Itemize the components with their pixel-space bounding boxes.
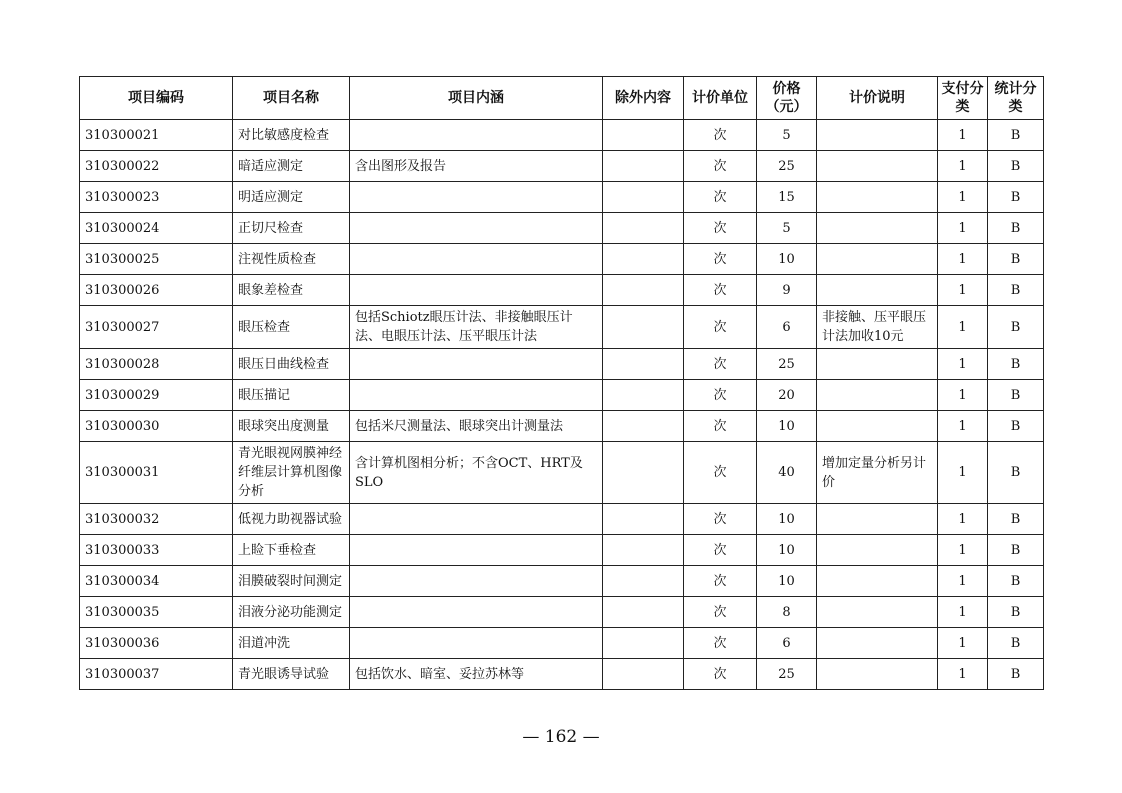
table-row: [80, 182, 1044, 213]
cell-price: 5: [757, 120, 817, 151]
header-category: 统计分类: [988, 77, 1044, 120]
table-row: [80, 566, 1044, 597]
cell-content: [350, 597, 603, 628]
cell-unit: 次: [684, 120, 757, 151]
cell-note: [817, 182, 938, 213]
cell-code: 310300025: [80, 244, 233, 275]
cell-exclusion: [603, 442, 684, 504]
cell-price: 6: [757, 628, 817, 659]
cell-note: [817, 151, 938, 182]
cell-exclusion: [603, 535, 684, 566]
table-row: [80, 659, 1044, 690]
cell-unit: 次: [684, 535, 757, 566]
cell-note: [817, 120, 938, 151]
cell-name: 青光眼诱导试验: [233, 659, 350, 690]
cell-category: B: [988, 120, 1044, 151]
cell-code: 310300034: [80, 566, 233, 597]
cell-name: 眼球突出度测量: [233, 411, 350, 442]
cell-payment: 1: [938, 597, 988, 628]
cell-code: 310300032: [80, 504, 233, 535]
cell-category: B: [988, 504, 1044, 535]
cell-price: 10: [757, 504, 817, 535]
cell-note: [817, 659, 938, 690]
cell-price: 9: [757, 275, 817, 306]
cell-content: [350, 504, 603, 535]
cell-code: 310300023: [80, 182, 233, 213]
cell-category: B: [988, 244, 1044, 275]
cell-price: 5: [757, 213, 817, 244]
cell-exclusion: [603, 182, 684, 213]
cell-category: B: [988, 151, 1044, 182]
table-row: [80, 442, 1044, 504]
cell-category: B: [988, 275, 1044, 306]
cell-name: 青光眼视网膜神经纤维层计算机图像分析: [233, 442, 350, 504]
cell-category: B: [988, 380, 1044, 411]
cell-price: 6: [757, 306, 817, 349]
cell-exclusion: [603, 504, 684, 535]
table-row: [80, 213, 1044, 244]
cell-payment: 1: [938, 275, 988, 306]
cell-price: 15: [757, 182, 817, 213]
table-row: [80, 504, 1044, 535]
cell-payment: 1: [938, 213, 988, 244]
cell-name: 暗适应测定: [233, 151, 350, 182]
cell-payment: 1: [938, 628, 988, 659]
cell-code: 310300036: [80, 628, 233, 659]
cell-category: B: [988, 535, 1044, 566]
cell-note: [817, 566, 938, 597]
cell-category: B: [988, 659, 1044, 690]
cell-price: 20: [757, 380, 817, 411]
cell-content: [350, 628, 603, 659]
cell-note: 增加定量分析另计价: [817, 442, 938, 504]
table-row: [80, 120, 1044, 151]
cell-exclusion: [603, 151, 684, 182]
cell-code: 310300031: [80, 442, 233, 504]
cell-category: B: [988, 566, 1044, 597]
cell-exclusion: [603, 213, 684, 244]
cell-code: 310300037: [80, 659, 233, 690]
cell-unit: 次: [684, 275, 757, 306]
cell-unit: 次: [684, 182, 757, 213]
cell-code: 310300035: [80, 597, 233, 628]
table-row: [80, 380, 1044, 411]
cell-exclusion: [603, 244, 684, 275]
cell-exclusion: [603, 275, 684, 306]
cell-unit: 次: [684, 151, 757, 182]
header-code: 项目编码: [80, 77, 233, 120]
cell-name: 眼压检查: [233, 306, 350, 349]
cell-code: 310300028: [80, 349, 233, 380]
cell-name: 明适应测定: [233, 182, 350, 213]
cell-note: 非接触、压平眼压计法加收10元: [817, 306, 938, 349]
header-name: 项目名称: [233, 77, 350, 120]
cell-code: 310300022: [80, 151, 233, 182]
cell-name: 泪道冲洗: [233, 628, 350, 659]
cell-code: 310300021: [80, 120, 233, 151]
cell-unit: 次: [684, 566, 757, 597]
cell-name: 对比敏感度检查: [233, 120, 350, 151]
cell-exclusion: [603, 566, 684, 597]
table-row: [80, 628, 1044, 659]
cell-name: 泪膜破裂时间测定: [233, 566, 350, 597]
cell-price: 10: [757, 411, 817, 442]
table-row: [80, 306, 1044, 349]
table-row: [80, 275, 1044, 306]
cell-name: 泪液分泌功能测定: [233, 597, 350, 628]
cell-unit: 次: [684, 442, 757, 504]
header-row: [80, 77, 1044, 120]
cell-exclusion: [603, 411, 684, 442]
cell-category: B: [988, 597, 1044, 628]
header-price: 价格（元）: [757, 77, 817, 120]
cell-content: 包括米尺测量法、眼球突出计测量法: [350, 411, 603, 442]
cell-price: 10: [757, 566, 817, 597]
cell-content: 包括Schiotz眼压计法、非接触眼压计法、电眼压计法、压平眼压计法: [350, 306, 603, 349]
cell-name: 低视力助视器试验: [233, 504, 350, 535]
cell-unit: 次: [684, 349, 757, 380]
cell-name: 注视性质检查: [233, 244, 350, 275]
cell-unit: 次: [684, 380, 757, 411]
cell-content: [350, 120, 603, 151]
cell-exclusion: [603, 349, 684, 380]
price-table: [79, 76, 1044, 690]
cell-price: 25: [757, 349, 817, 380]
cell-note: [817, 535, 938, 566]
cell-payment: 1: [938, 182, 988, 213]
cell-payment: 1: [938, 535, 988, 566]
table-header: [80, 77, 1044, 120]
cell-payment: 1: [938, 120, 988, 151]
cell-category: B: [988, 182, 1044, 213]
cell-exclusion: [603, 380, 684, 411]
cell-name: 眼压描记: [233, 380, 350, 411]
cell-unit: 次: [684, 213, 757, 244]
cell-payment: 1: [938, 411, 988, 442]
cell-content: 包括饮水、暗室、妥拉苏林等: [350, 659, 603, 690]
cell-category: B: [988, 628, 1044, 659]
cell-unit: 次: [684, 504, 757, 535]
cell-note: [817, 504, 938, 535]
cell-price: 40: [757, 442, 817, 504]
cell-content: [350, 275, 603, 306]
table-row: [80, 597, 1044, 628]
cell-note: [817, 380, 938, 411]
cell-unit: 次: [684, 244, 757, 275]
cell-name: 眼象差检查: [233, 275, 350, 306]
cell-payment: 1: [938, 244, 988, 275]
cell-exclusion: [603, 306, 684, 349]
cell-code: 310300027: [80, 306, 233, 349]
cell-note: [817, 411, 938, 442]
cell-name: 上睑下垂检查: [233, 535, 350, 566]
cell-exclusion: [603, 628, 684, 659]
cell-unit: 次: [684, 659, 757, 690]
table-row: [80, 244, 1044, 275]
cell-price: 10: [757, 535, 817, 566]
cell-unit: 次: [684, 411, 757, 442]
cell-category: B: [988, 213, 1044, 244]
cell-note: [817, 213, 938, 244]
cell-category: B: [988, 306, 1044, 349]
cell-note: [817, 597, 938, 628]
cell-payment: 1: [938, 380, 988, 411]
cell-payment: 1: [938, 151, 988, 182]
table-row: [80, 349, 1044, 380]
cell-note: [817, 628, 938, 659]
cell-payment: 1: [938, 504, 988, 535]
cell-price: 8: [757, 597, 817, 628]
cell-content: 含计算机图相分析；不含OCT、HRT及SLO: [350, 442, 603, 504]
cell-code: 310300026: [80, 275, 233, 306]
table-row: [80, 411, 1044, 442]
cell-category: B: [988, 349, 1044, 380]
cell-content: [350, 535, 603, 566]
cell-name: 正切尺检查: [233, 213, 350, 244]
header-content: 项目内涵: [350, 77, 603, 120]
cell-category: B: [988, 411, 1044, 442]
cell-payment: 1: [938, 442, 988, 504]
header-unit: 计价单位: [684, 77, 757, 120]
cell-unit: 次: [684, 628, 757, 659]
cell-content: [350, 213, 603, 244]
cell-exclusion: [603, 120, 684, 151]
cell-payment: 1: [938, 659, 988, 690]
cell-content: [350, 244, 603, 275]
table-row: [80, 151, 1044, 182]
table-body: [80, 120, 1044, 690]
cell-content: [350, 566, 603, 597]
cell-unit: 次: [684, 306, 757, 349]
header-exclusion: 除外内容: [603, 77, 684, 120]
cell-price: 25: [757, 659, 817, 690]
cell-code: 310300024: [80, 213, 233, 244]
cell-payment: 1: [938, 349, 988, 380]
cell-exclusion: [603, 597, 684, 628]
cell-payment: 1: [938, 306, 988, 349]
cell-note: [817, 244, 938, 275]
cell-content: [350, 349, 603, 380]
cell-code: 310300029: [80, 380, 233, 411]
cell-category: B: [988, 442, 1044, 504]
header-note: 计价说明: [817, 77, 938, 120]
cell-price: 10: [757, 244, 817, 275]
cell-payment: 1: [938, 566, 988, 597]
cell-name: 眼压日曲线检查: [233, 349, 350, 380]
cell-code: 310300033: [80, 535, 233, 566]
table-row: [80, 535, 1044, 566]
cell-content: 含出图形及报告: [350, 151, 603, 182]
cell-note: [817, 275, 938, 306]
cell-unit: 次: [684, 597, 757, 628]
header-payment: 支付分类: [938, 77, 988, 120]
cell-content: [350, 380, 603, 411]
cell-content: [350, 182, 603, 213]
cell-code: 310300030: [80, 411, 233, 442]
cell-note: [817, 349, 938, 380]
page-number: — 162 —: [522, 727, 600, 747]
cell-exclusion: [603, 659, 684, 690]
cell-price: 25: [757, 151, 817, 182]
